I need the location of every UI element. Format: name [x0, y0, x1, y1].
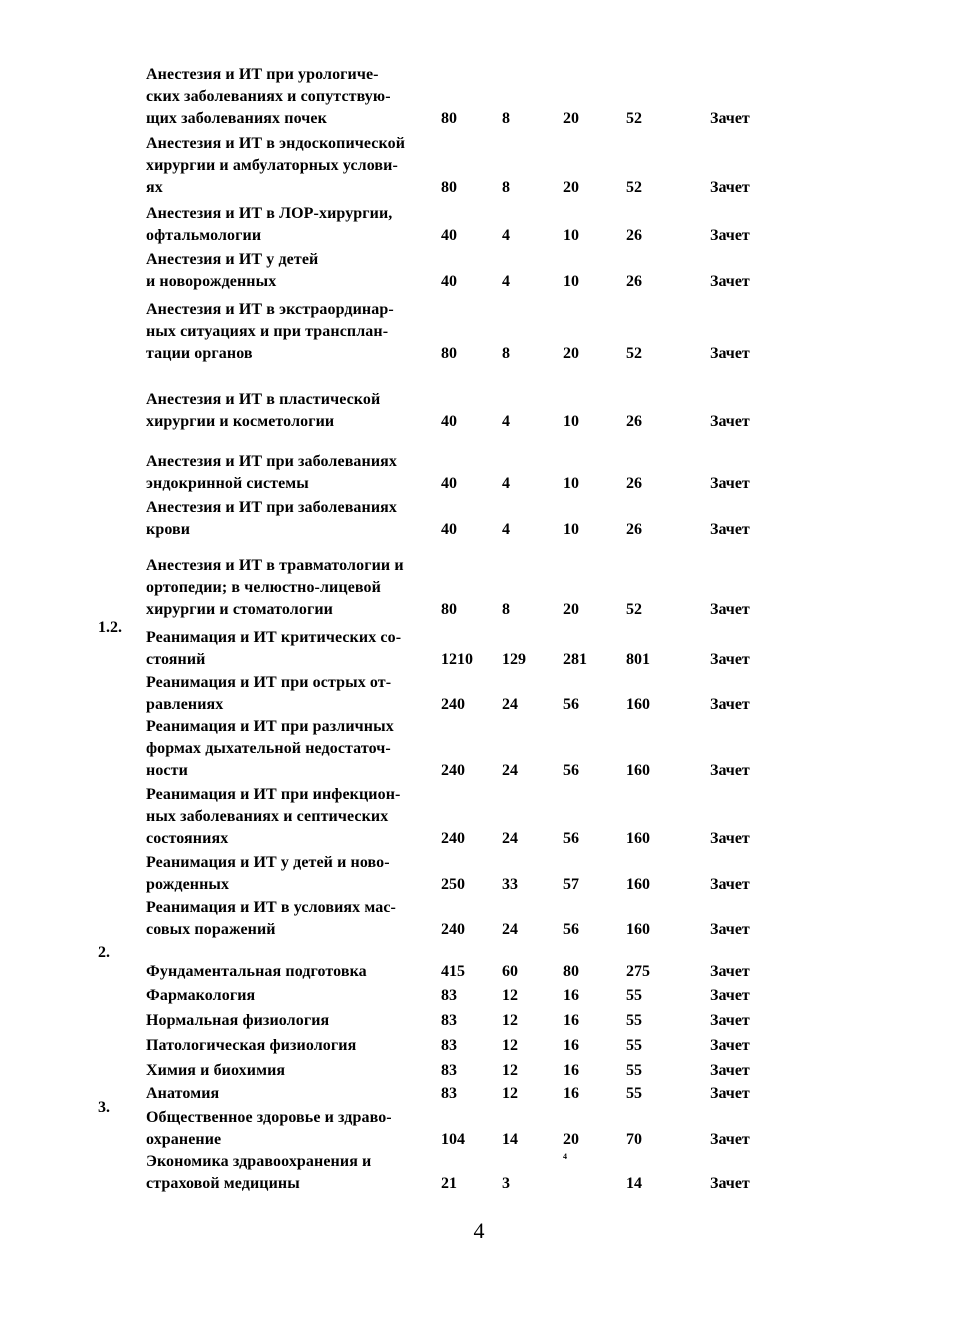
cell-total-hours: 240: [441, 762, 465, 779]
cell-total-hours: 40: [441, 521, 457, 538]
cell-practice: 52: [626, 345, 642, 362]
cell-total-hours: 40: [441, 475, 457, 492]
table-row: [0, 133, 958, 199]
row-title: Реанимация и ИТ у детей и ново- рожденных: [146, 854, 390, 893]
cell-total-hours: 250: [441, 876, 465, 893]
cell-lectures: 4: [502, 521, 510, 538]
cell-assessment: Зачет: [710, 762, 750, 779]
cell-lectures: 33: [502, 876, 518, 893]
cell-practice: 26: [626, 521, 642, 538]
cell-assessment: Зачет: [710, 1175, 750, 1192]
row-title: Химия и биохимия: [146, 1062, 286, 1079]
cell-lectures: 3: [502, 1175, 510, 1192]
cell-assessment: Зачет: [710, 475, 750, 492]
cell-lectures: 24: [502, 921, 518, 938]
table-row: [0, 451, 958, 495]
cell-total-hours: 80: [441, 601, 457, 618]
cell-assessment: Зачет: [710, 1085, 750, 1102]
cell-seminars: 10: [563, 413, 579, 430]
row-title: Фундаментальная подготовка: [146, 963, 367, 980]
cell-total-hours: 83: [441, 1062, 457, 1079]
table-row: [0, 249, 958, 293]
cell-practice: 160: [626, 830, 650, 847]
cell-practice: 55: [626, 1012, 642, 1029]
row-title: Реанимация и ИТ критических со- стояний: [146, 629, 402, 668]
cell-seminars: 80: [563, 963, 579, 980]
table-row: [0, 852, 958, 896]
cell-assessment: Зачет: [710, 601, 750, 618]
cell-seminars: 16: [563, 1037, 579, 1054]
cell-practice: 52: [626, 601, 642, 618]
cell-practice: 26: [626, 413, 642, 430]
row-title: Анестезия и ИТ в экстраординар- ных ситуациях и при трансплан- тации органов: [146, 301, 394, 362]
row-title: Анестезия и ИТ в ЛОР-хирургии, офтальмологии: [146, 205, 393, 244]
cell-seminars: 16: [563, 1062, 579, 1079]
cell-seminars: 10: [563, 521, 579, 538]
table-row: [0, 961, 958, 983]
cell-practice: 160: [626, 696, 650, 713]
cell-assessment: Зачет: [710, 963, 750, 980]
cell-seminars: 20: [563, 345, 579, 362]
cell-total-hours: 80: [441, 110, 457, 127]
cell-assessment: Зачет: [710, 110, 750, 127]
page-number: 4: [473, 1218, 485, 1243]
cell-assessment: Зачет: [710, 273, 750, 290]
table-row: [0, 985, 958, 1007]
row-title: Анестезия и ИТ в травматологии и ортопедии; в челюстно-лицевой хирургии и стоматологии: [146, 557, 404, 618]
cell-lectures: 4: [502, 413, 510, 430]
cell-total-hours: 40: [441, 273, 457, 290]
cell-lectures: 12: [502, 1037, 518, 1054]
cell-lectures: 4: [502, 227, 510, 244]
table-row: [0, 1060, 958, 1082]
cell-practice: 70: [626, 1131, 642, 1148]
cell-practice: 52: [626, 110, 642, 127]
row-title: Нормальная физиология: [146, 1012, 330, 1029]
cell-total-hours: 40: [441, 413, 457, 430]
table-row: [0, 555, 958, 621]
cell-total-hours: 21: [441, 1175, 457, 1192]
cell-lectures: 24: [502, 696, 518, 713]
cell-practice: 52: [626, 179, 642, 196]
row-title: Общественное здоровье и здраво- охранение: [146, 1109, 392, 1148]
cell-lectures: 12: [502, 1085, 518, 1102]
cell-assessment: Зачет: [710, 1012, 750, 1029]
cell-total-hours: 80: [441, 345, 457, 362]
cell-practice: 160: [626, 876, 650, 893]
cell-lectures: 12: [502, 987, 518, 1004]
footnote-mark: 4: [563, 1152, 567, 1161]
row-number: 1.2.: [98, 619, 122, 636]
cell-seminars: 20: [563, 110, 579, 127]
cell-lectures: 8: [502, 601, 510, 618]
cell-seminars: 57: [563, 876, 579, 893]
cell-practice: 160: [626, 762, 650, 779]
cell-seminars: 56: [563, 921, 579, 938]
cell-seminars: 10: [563, 475, 579, 492]
table-row: [0, 1035, 958, 1057]
cell-seminars: 56: [563, 762, 579, 779]
cell-total-hours: 240: [441, 830, 465, 847]
cell-seminars: 56: [563, 696, 579, 713]
table-row: [0, 203, 958, 247]
cell-total-hours: 104: [441, 1131, 465, 1148]
cell-practice: 55: [626, 987, 642, 1004]
table-row: [0, 897, 958, 941]
cell-assessment: Зачет: [710, 921, 750, 938]
cell-practice: 801: [626, 651, 650, 668]
row-number: 2.: [98, 944, 110, 961]
cell-seminars: 16: [563, 987, 579, 1004]
cell-practice: 14: [626, 1175, 642, 1192]
cell-total-hours: 40: [441, 227, 457, 244]
table-row: [0, 497, 958, 541]
cell-lectures: 12: [502, 1012, 518, 1029]
cell-total-hours: 240: [441, 921, 465, 938]
cell-seminars: 10: [563, 227, 579, 244]
table-row: [0, 716, 958, 782]
cell-total-hours: 83: [441, 987, 457, 1004]
cell-assessment: Зачет: [710, 413, 750, 430]
cell-practice: 55: [626, 1085, 642, 1102]
row-title: Анестезия и ИТ при заболеваниях крови: [146, 499, 398, 538]
cell-total-hours: 415: [441, 963, 465, 980]
row-number: 3.: [98, 1099, 110, 1116]
cell-seminars: 20: [563, 601, 579, 618]
cell-lectures: 24: [502, 762, 518, 779]
cell-assessment: Зачет: [710, 1037, 750, 1054]
table-row: [0, 784, 958, 850]
cell-seminars: 20: [563, 1131, 579, 1148]
cell-seminars: 281: [563, 651, 587, 668]
cell-assessment: Зачет: [710, 179, 750, 196]
cell-lectures: 8: [502, 110, 510, 127]
row-title: Анестезия и ИТ в пластической хирургии и косметологии: [146, 391, 381, 430]
table-row: [0, 619, 958, 671]
row-title: Реанимация и ИТ при острых от- равлениях: [146, 674, 392, 713]
cell-assessment: Зачет: [710, 227, 750, 244]
table-row: [0, 389, 958, 433]
row-title: Реанимация и ИТ в условиях мас- совых поражений: [146, 899, 396, 938]
cell-assessment: Зачет: [710, 876, 750, 893]
cell-total-hours: 1210: [441, 651, 473, 668]
row-title: Анестезия и ИТ в эндоскопической хирургии и амбулаторных услови- ях: [146, 135, 406, 196]
cell-seminars: 56: [563, 830, 579, 847]
cell-lectures: 60: [502, 963, 518, 980]
row-title: Анестезия и ИТ при заболеваниях эндокринной системы: [146, 453, 398, 492]
table-row: [0, 1010, 958, 1032]
cell-total-hours: 83: [441, 1085, 457, 1102]
row-title: Экономика здравоохранения и страховой медицины: [146, 1153, 372, 1192]
row-title: Фармакология: [146, 987, 256, 1004]
row-title: Анестезия и ИТ у детей и новорожденных: [146, 251, 319, 290]
cell-lectures: 12: [502, 1062, 518, 1079]
table-row: [0, 1083, 958, 1105]
cell-practice: 26: [626, 273, 642, 290]
cell-assessment: Зачет: [710, 651, 750, 668]
cell-seminars: 20: [563, 179, 579, 196]
cell-lectures: 129: [502, 651, 526, 668]
cell-practice: 26: [626, 475, 642, 492]
row-title: Анестезия и ИТ при урологиче- ских заболеваниях и сопутствую- щих заболеваниях почек: [146, 66, 391, 127]
row-title: Анатомия: [146, 1085, 220, 1102]
cell-lectures: 14: [502, 1131, 518, 1148]
cell-practice: 275: [626, 963, 650, 980]
table-row: [0, 1151, 958, 1195]
row-title: Реанимация и ИТ при инфекцион- ных заболеваниях и септических состояниях: [146, 786, 401, 847]
cell-practice: 26: [626, 227, 642, 244]
cell-assessment: Зачет: [710, 521, 750, 538]
table-row: [0, 64, 958, 130]
cell-seminars: 16: [563, 1085, 579, 1102]
cell-total-hours: 80: [441, 179, 457, 196]
cell-seminars: 16: [563, 1012, 579, 1029]
cell-assessment: Зачет: [710, 345, 750, 362]
cell-total-hours: 240: [441, 696, 465, 713]
table-row: [0, 299, 958, 365]
cell-practice: 55: [626, 1062, 642, 1079]
cell-assessment: Зачет: [710, 696, 750, 713]
cell-assessment: Зачет: [710, 1062, 750, 1079]
cell-lectures: 24: [502, 830, 518, 847]
cell-lectures: 8: [502, 345, 510, 362]
table-row: [0, 672, 958, 716]
cell-assessment: Зачет: [710, 830, 750, 847]
cell-practice: 160: [626, 921, 650, 938]
cell-assessment: Зачет: [710, 987, 750, 1004]
cell-lectures: 4: [502, 475, 510, 492]
row-title: Реанимация и ИТ при различных формах дыхательной недостаточ- ности: [146, 718, 394, 779]
row-title: Патологическая физиология: [146, 1037, 357, 1054]
cell-lectures: 8: [502, 179, 510, 196]
cell-total-hours: 83: [441, 1012, 457, 1029]
cell-practice: 55: [626, 1037, 642, 1054]
cell-lectures: 4: [502, 273, 510, 290]
cell-seminars: 10: [563, 273, 579, 290]
table-row: [0, 1099, 958, 1151]
cell-total-hours: 83: [441, 1037, 457, 1054]
cell-assessment: Зачет: [710, 1131, 750, 1148]
